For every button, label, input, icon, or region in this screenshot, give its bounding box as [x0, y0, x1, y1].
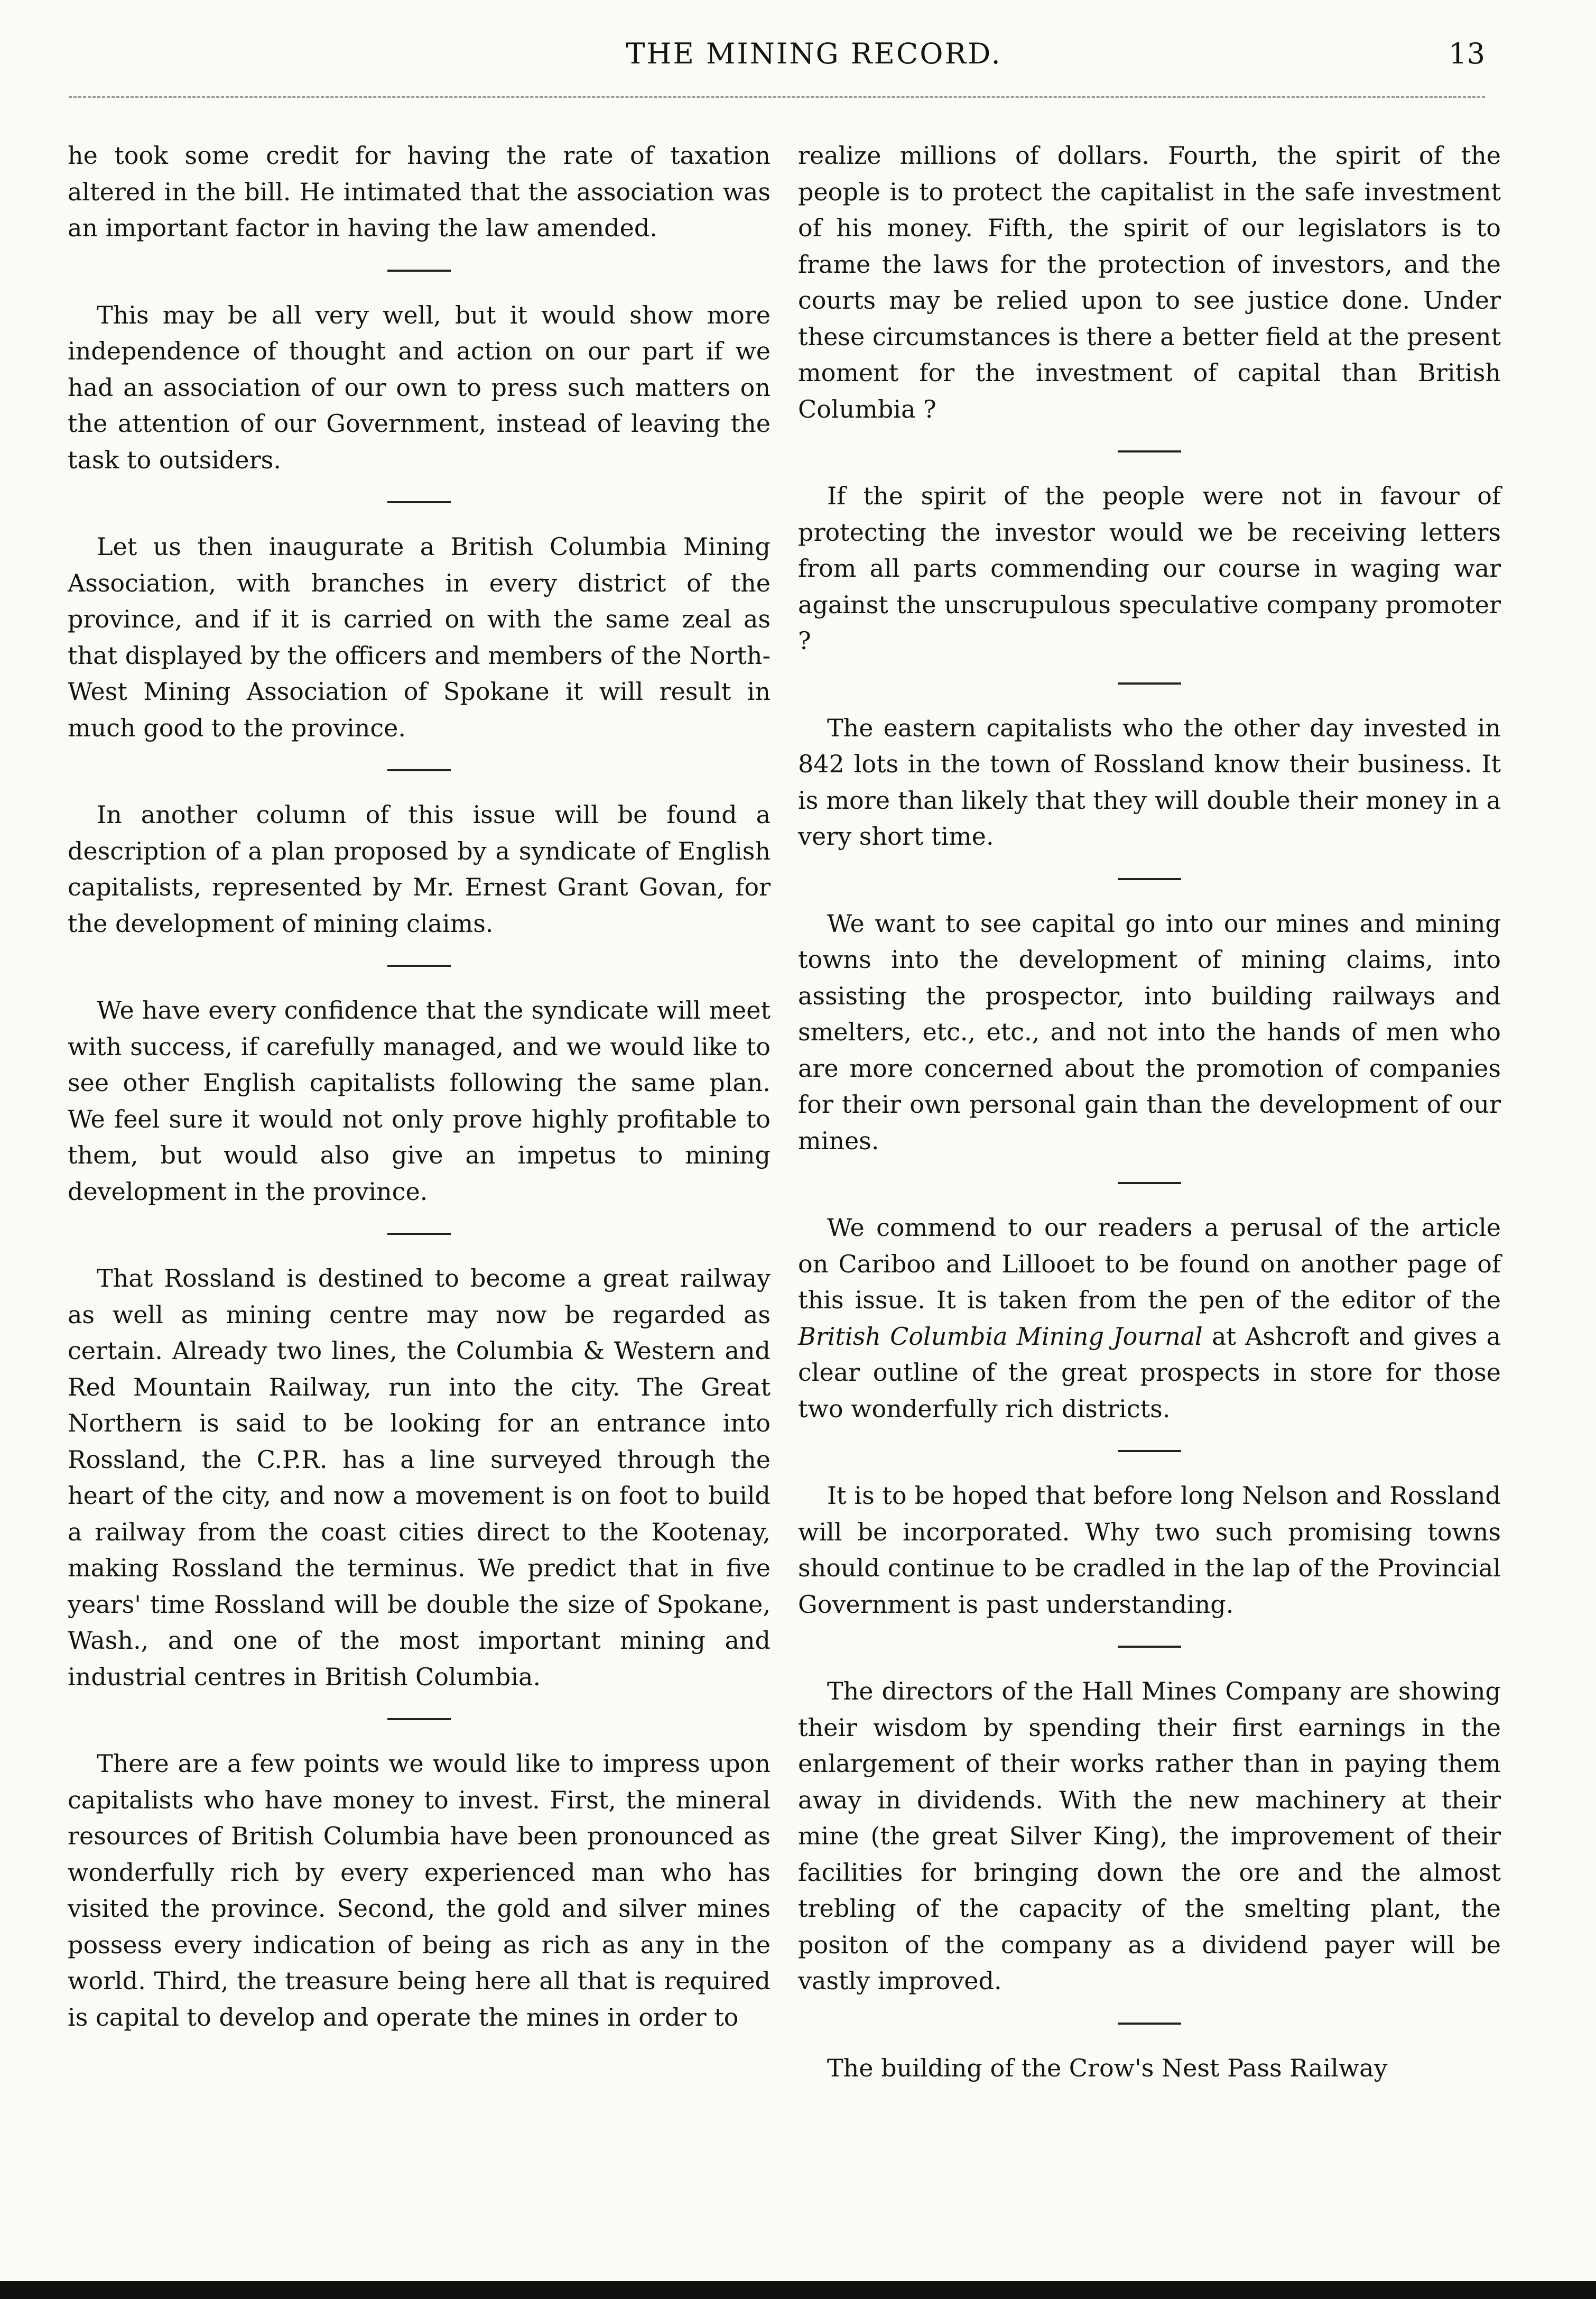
- paragraph: This may be all very well, but it would show more independence of thought and action on our part if we had an association of our own to press such matters on the attention of our Government, instead of leaving the task to outsiders.: [68, 300, 771, 474]
- separator-rule: [1118, 1182, 1181, 1184]
- separator-rule: [1118, 450, 1181, 453]
- paragraph: In another column of this issue will be found a description of a plan proposed by a syndicate of English capitalists, represented by Mr. Ernest Grant Govan, for the development of mining claims.: [68, 800, 771, 938]
- scan-edge-bar: [0, 2281, 1596, 2299]
- separator-rule: [1118, 682, 1181, 685]
- header-rule: [69, 96, 1485, 98]
- page-header: [0, 37, 1596, 85]
- page-number: 13: [1449, 37, 1485, 70]
- separator-rule: [387, 1233, 451, 1235]
- separator-rule: [1118, 1646, 1181, 1648]
- paragraph-text: We commend to our readers a perusal of the article on Cariboo and Lillooet to be found on another page of this issue. It is taken from the pen of the editor of the: [798, 1213, 1501, 1314]
- separator-rule: [1118, 1450, 1181, 1452]
- paragraph: We have every confidence that the syndicate will meet with success, if carefully managed, and we would like to see other English capitalists following the same plan. We feel sure it would not only prove highly profitable to them, but would also give an impetus to mining development in the province.: [68, 996, 771, 1206]
- right-column: [798, 137, 1501, 2086]
- separator-rule: [387, 270, 451, 272]
- paragraph-text: at Ashcroft and gives a clear outline of the great prospects in store for those two wonderfully rich districts.: [798, 1322, 1501, 1423]
- paragraph: We want to see capital go into our mines and mining towns into the development of mining claims, into assisting the prospector, into building railways and smelters, etc., etc., and not into the hands of men who are more concerned about the promotion of companies for their own personal gain than the development of our mines.: [798, 909, 1501, 1155]
- paragraph: If the spirit of the people were not in favour of protecting the investor would we be receiving letters from all parts commending our course in waging war against the unscrupulous speculative company promoter ?: [798, 482, 1501, 655]
- left-column: [68, 137, 771, 2035]
- paragraph: The eastern capitalists who the other day invested in 842 lots in the town of Rossland know their business. It is more than likely that they will double their money in a very short time.: [798, 713, 1501, 851]
- paragraph: The building of the Crow's Nest Pass Railway: [827, 2053, 1388, 2082]
- journal-title: THE MINING RECORD.: [626, 37, 1002, 70]
- paragraph: he took some credit for having the rate of taxation altered in the bill. He intimated that the association was an important factor in having the law amended.: [68, 141, 771, 242]
- separator-rule: [387, 501, 451, 503]
- paragraph: There are a few points we would like to impress upon capitalists who have money to invest. First, the mineral resources of British Columbia have been pronounced as wonderfully rich by every experienced man who has visited the province. Second, the gold and silver mines possess every indication of being as rich as any in the world. Third, the treasure being here all that is required is capital to develop and operate the mines in order to: [68, 1749, 771, 2032]
- separator-rule: [1118, 878, 1181, 880]
- journal-name: British Columbia Mining Journal: [798, 1322, 1203, 1351]
- separator-rule: [1118, 2023, 1181, 2025]
- separator-rule: [387, 965, 451, 967]
- paragraph: The directors of the Hall Mines Company are showing their wisdom by spending their first earnings in the enlargement of their works rather than in paying them away in dividends. With the new machinery at their mine (the great Silver King), the improvement of their facilities for bringing down the ore and the almost trebling of the capacity of the smelting plant, the positon of the company as a dividend payer will be vastly improved.: [798, 1677, 1501, 1995]
- paragraph: [798, 1209, 1501, 1427]
- paragraph: That Rossland is destined to become a great railway as well as mining centre may now be regarded as certain. Already two lines, the Columbia & Western and Red Mountain Railway, run into the city. The Great Northern is said to be looking for an entrance into Rossland, the C.P.R. has a line surveyed through the heart of the city, and now a movement is on foot to build a railway from the coast cities direct to the Kootenay, making Rossland the terminus. We predict that in five years' time Rossland will be double the size of Spokane, Wash., and one of the most important mining and industrial centres in British Columbia.: [68, 1264, 771, 1691]
- separator-rule: [387, 1718, 451, 1720]
- separator-rule: [387, 769, 451, 771]
- paragraph: realize millions of dollars. Fourth, the spirit of the people is to protect the capitalist in the safe investment of his money. Fifth, the spirit of our legislators is to frame the laws for the protection of investors, and the courts may be relied upon to see justice done. Under these circumstances is there a better field at the present moment for the investment of capital than British Columbia ?: [798, 141, 1501, 423]
- paragraph: Let us then inaugurate a British Columbia Mining Association, with branches in every district of the province, and if it is carried on with the same zeal as that displayed by the officers and members of the North-West Mining Association of Spokane it will result in much good to the province.: [68, 532, 771, 742]
- paragraph: It is to be hoped that before long Nelson and Rossland will be incorporated. Why two such promising towns should continue to be cradled in the lap of the Provincial Government is past understanding.: [798, 1481, 1501, 1619]
